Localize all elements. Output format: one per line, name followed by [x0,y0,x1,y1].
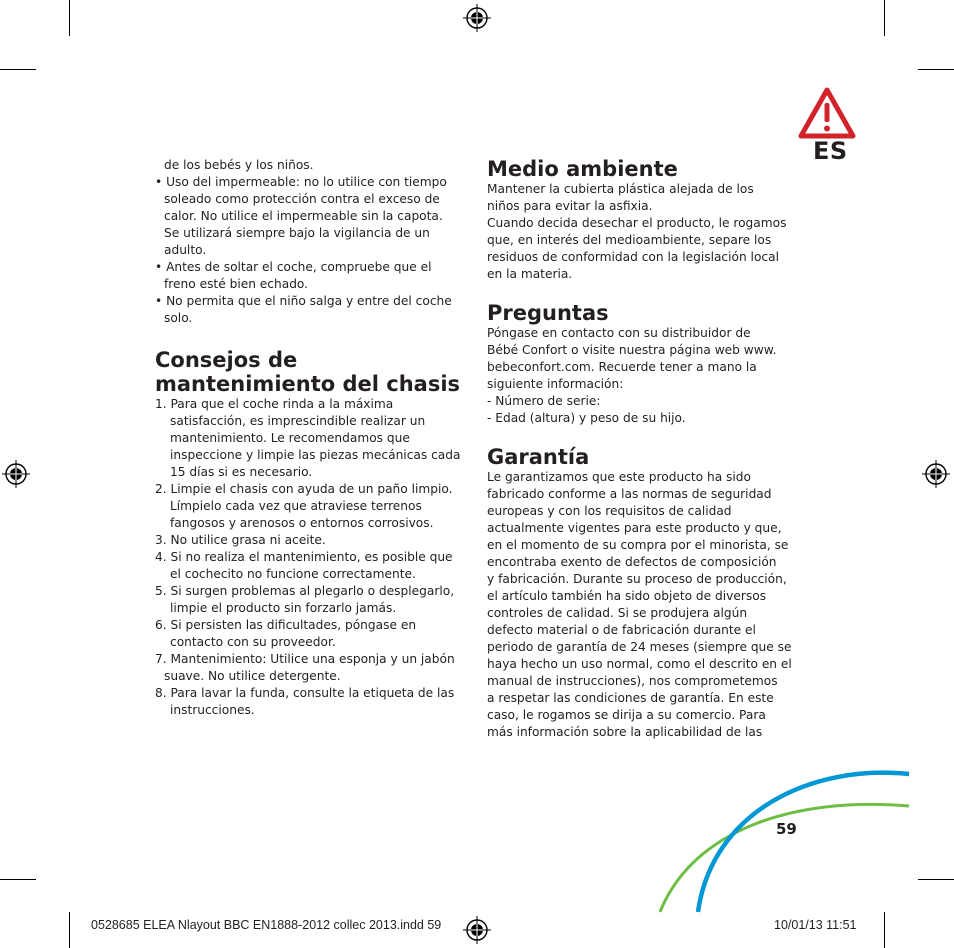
text-line: a respetar las condiciones de garantía. En este [487,691,774,705]
text-line: el artículo también ha sido objeto de diversos [487,589,767,603]
text-line: en la materia. [487,267,573,281]
crop-mark [884,0,885,36]
crop-mark [0,69,36,70]
safety-notes [155,157,465,327]
text-line: soleado como protección contra el exceso de [164,192,440,206]
warranty-heading: Garantía [487,445,590,469]
crop-mark [0,879,36,880]
list-item: satisfacción, es imprescindible realizar un [170,414,426,428]
list-item: 7. Mantenimiento: Utilice una esponja y un jabón [155,652,455,666]
warranty-text [487,469,797,741]
text-line: • Uso del impermeable: no lo utilice con tiempo [155,175,447,189]
list-item: inspeccione y limpie las piezas mecánicas cada [170,448,461,462]
text-line: Se utilizará siempre bajo la vigilancia de un [164,226,430,240]
text-line: en el momento de su compra por el minorista, se [487,538,789,552]
text-line: controles de calidad. Si se produjera algún [487,606,748,620]
text-line: bebeconfort.com. Recuerde tener a mano la [487,360,757,374]
list-item: 6. Si persisten las dificultades, póngase en [155,618,417,632]
list-item: 3. No utilice grasa ni aceite. [155,533,326,547]
text-line: siguiente información: [487,377,624,391]
questions-heading: Preguntas [487,301,609,325]
list-item: 5. Si surgen problemas al plegarlo o desplegarlo, [155,584,455,598]
registration-mark-icon [463,916,491,944]
decorative-arcs [620,760,910,915]
crop-mark [918,879,954,880]
text-line: • No permita que el niño salga y entre del coche [155,294,452,308]
text-line: calor. No utilice el impermeable sin la capota. [164,209,443,223]
text-line: solo. [164,311,193,325]
text-line: defecto material o de fabricación durante el [487,623,756,637]
crop-mark [918,69,954,70]
text-line: más información sobre la aplicabilidad de las [487,725,763,739]
text-line: - Edad (altura) y peso de su hijo. [487,411,686,425]
environment-text [487,181,797,283]
text-line: encontraba exento de defectos de composición [487,555,777,569]
text-line: fabricado conforme a las normas de seguridad [487,487,772,501]
text-line: manual de instrucciones), nos comprometemos [487,674,778,688]
list-item: 2. Limpie el chasis con ayuda de un paño limpio. [155,482,453,496]
text-line: Mantener la cubierta plástica alejada de los [487,182,754,196]
maintenance-heading [155,348,465,396]
text-line: Bébé Confort o visite nuestra página web www. [487,343,777,357]
text-line: que, en interés del medioambiente, separe los [487,233,772,247]
list-item: 4. Si no realiza el mantenimiento, es posible que [155,550,453,564]
text-line: Cuando decida desechar el producto, le rogamos [487,216,787,230]
text-line: - Número de serie: [487,394,601,408]
questions-text [487,325,797,427]
language-badge: ES [813,137,848,165]
list-item: mantenimiento. Le recomendamos que [170,431,410,445]
text-line: haya hecho un uso normal, como el descrito en el [487,657,792,671]
footer-date-time: 10/01/13 11:51 [774,918,857,932]
left-column [155,157,465,719]
crop-mark [884,912,885,948]
footer-file-name: 0528685 ELEA Nlayout BBC EN1888-2012 collec 2013.indd 59 [91,918,442,932]
list-item: el cochecito no funcione correctamente. [170,567,416,581]
crop-mark [69,0,70,36]
text-line: Le garantizamos que este producto ha sido [487,470,751,484]
list-item: fangosos y arenosos o entornos corrosivos. [170,516,434,530]
text-line: Póngase en contacto con su distribuidor de [487,326,751,340]
text-line: adulto. [164,243,207,257]
text-line: actualmente vigentes para este producto y que, [487,521,782,535]
list-item: contacto con su proveedor. [170,635,336,649]
registration-mark-icon [2,460,30,488]
list-item: instrucciones. [170,703,255,717]
maintenance-list [155,396,465,719]
page-number: 59 [776,820,797,838]
text-line: niños para evitar la asfixia. [487,199,653,213]
maintenance-heading-line2: mantenimiento del chasis [155,372,461,396]
text-line: de los bebés y los niños. [164,158,314,172]
list-item: limpie el producto sin forzarlo jamás. [170,601,397,615]
warning-triangle-icon [798,87,856,139]
list-item: suave. No utilice detergente. [164,669,341,683]
list-item: 15 días si es necesario. [170,465,313,479]
list-item: 8. Para lavar la funda, consulte la etiqueta de las [155,686,455,700]
maintenance-heading-line1: Consejos de [155,348,298,372]
text-line: residuos de conformidad con la legislación local [487,250,779,264]
text-line: y fabricación. Durante su proceso de producción, [487,572,787,586]
text-line: europeas y con los requisitos de calidad [487,504,732,518]
text-line: • Antes de soltar el coche, compruebe que el [155,260,432,274]
crop-mark [69,912,70,948]
registration-mark-icon [463,4,491,32]
text-line: periodo de garantía de 24 meses (siempre que se [487,640,792,654]
list-item: 1. Para que el coche rinda a la máxima [155,397,394,411]
registration-mark-icon [922,460,950,488]
environment-heading: Medio ambiente [487,157,678,181]
text-line: freno esté bien echado. [164,277,309,291]
text-line: caso, le rogamos se dirija a su comercio. Para [487,708,766,722]
list-item: Límpielo cada vez que atraviese terrenos [170,499,422,513]
